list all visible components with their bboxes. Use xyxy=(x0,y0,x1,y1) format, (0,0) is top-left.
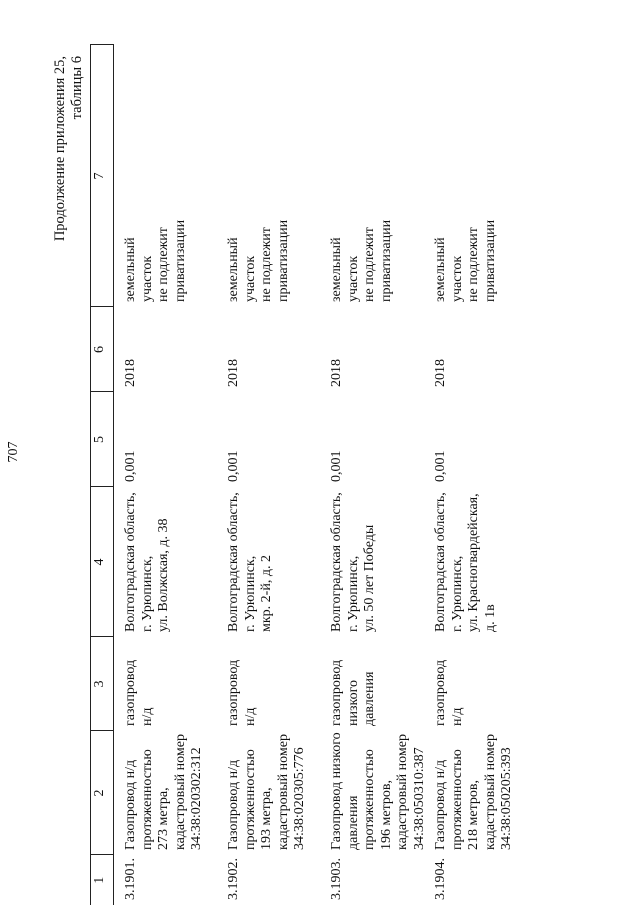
object-year: 2018 xyxy=(123,359,138,387)
row-id: 3.1903. xyxy=(329,858,344,900)
row-id: 3.1904. xyxy=(433,858,448,900)
object-year: 2018 xyxy=(433,359,448,387)
object-status: земельный участок не подлежит приватизации xyxy=(123,219,188,302)
row-id: 3.1902. xyxy=(226,858,241,900)
column-header: 2 xyxy=(91,731,114,855)
page-number: 707 xyxy=(6,441,21,463)
column-header: 4 xyxy=(91,487,114,637)
object-address: Волгоградская область, г. Урюпинск, ул. Волжская, д. 38 xyxy=(123,492,171,632)
table-row xyxy=(221,45,324,905)
object-status: земельный участок не подлежит приватизации xyxy=(433,219,498,302)
object-value: 0,001 xyxy=(329,450,344,482)
object-value: 0,001 xyxy=(123,450,138,482)
column-header: 7 xyxy=(91,45,114,307)
column-header: 5 xyxy=(91,392,114,487)
object-value: 0,001 xyxy=(226,450,241,482)
object-type: газопровод н/д xyxy=(123,659,155,726)
object-name: Газопровод низкого давления протяженностью 196 метров, кадастровый номер 34:38:050310:387 xyxy=(329,732,427,850)
object-name: Газопровод н/д протяженностью 273 метра, кадастровый номер 34:38:020302:312 xyxy=(123,734,204,850)
column-header: 6 xyxy=(91,307,114,392)
object-address: Волгоградская область, г. Урюпинск, ул. 50 лет Победы xyxy=(329,492,377,632)
table-row xyxy=(324,45,428,905)
object-name: Газопровод н/д протяженностью 218 метров, кадастровый номер 34:38:050205:393 xyxy=(433,734,514,850)
object-type: газопровод н/д xyxy=(226,659,258,726)
object-year: 2018 xyxy=(329,359,344,387)
object-address: Волгоградская область, г. Урюпинск, мкр. 2-й, д. 2 xyxy=(226,492,274,632)
object-year: 2018 xyxy=(226,359,241,387)
object-status: земельный участок не подлежит приватизации xyxy=(226,219,291,302)
header-row xyxy=(91,45,114,905)
object-status: земельный участок не подлежит приватизации xyxy=(329,219,394,302)
property-table xyxy=(90,45,531,905)
column-header: 1 xyxy=(91,855,114,905)
table-row xyxy=(428,45,531,905)
table-row xyxy=(114,45,222,905)
continuation-caption: Продолжение приложения 25, таблицы 6 xyxy=(52,56,85,242)
object-value: 0,001 xyxy=(433,450,448,482)
column-header: 3 xyxy=(91,637,114,731)
object-name: Газопровод н/д протяженностью 193 метра, кадастровый номер 34:38:020305:776 xyxy=(226,734,307,850)
object-address: Волгоградская область, г. Урюпинск, ул. Красногвардейская, д. 1в xyxy=(433,492,498,632)
row-id: 3.1901. xyxy=(123,858,138,900)
object-type: газопровод н/д xyxy=(433,659,465,726)
table-header xyxy=(91,45,114,905)
object-type: газопровод низкого давления xyxy=(329,659,377,726)
